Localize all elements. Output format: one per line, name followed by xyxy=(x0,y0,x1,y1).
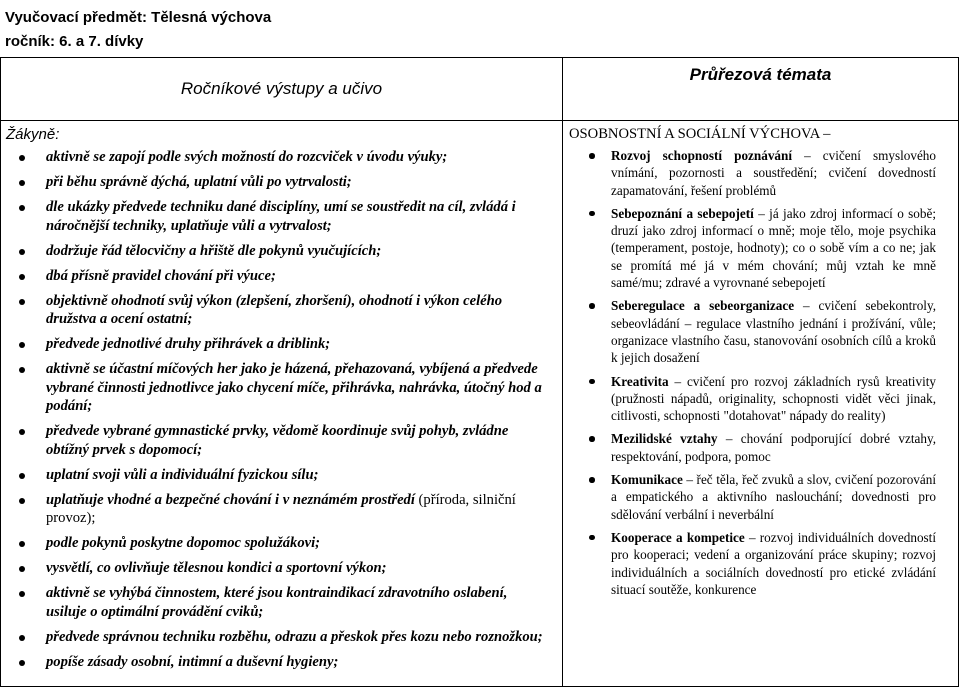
theme-title: Komunikace xyxy=(611,472,683,488)
bullet-icon xyxy=(19,342,25,348)
outcome-text: předvede jednotlivé druhy přihrávek a driblink; xyxy=(46,336,331,352)
bullet-icon xyxy=(589,535,595,541)
bullet-icon xyxy=(19,566,25,572)
theme-item xyxy=(563,147,958,199)
theme-title: Kooperace a kompetice xyxy=(611,529,745,545)
bullet-icon xyxy=(19,660,25,666)
subject-header xyxy=(5,6,271,54)
bullet-icon xyxy=(19,541,25,547)
outcome-item xyxy=(1,148,562,167)
outcome-item xyxy=(1,360,562,416)
curriculum-table xyxy=(0,57,959,687)
outcome-item xyxy=(1,559,562,578)
theme-description: – já jako zdroj informací o sobě; druzí jako zdroj informací o mně; moje tělo, moje psychika (temperament, postoje, hodnoty); co o sobě vím a co ne; jak se promítá mé já v mém chování; můj vztah ke mně samé/mu; zdravé a vyrovnané sebepojetí xyxy=(611,205,937,291)
right-column-header xyxy=(563,58,959,121)
bullet-icon xyxy=(19,155,25,161)
outcome-text: dle ukázky předvede techniku dané disciplíny, umí se soustředit na cíl, zvládá i náročnější techniky, uplatňuje vůli a vytrvalost; xyxy=(46,199,516,234)
outcome-item xyxy=(1,422,562,459)
theme-title: Rozvoj schopností poznávání xyxy=(611,148,793,163)
outcome-item xyxy=(1,466,562,485)
theme-description: – řeč těla, řeč zvuků a slov, cvičení pozorování a empatického a aktivního naslouchání; dovednosti pro sdělování verbální i neverbální xyxy=(611,472,936,522)
bullet-icon xyxy=(19,591,25,597)
outcome-text: dbá přísně pravidel chování při výuce; xyxy=(46,267,276,284)
bullet-icon xyxy=(19,249,25,255)
outcome-text: aktivně se účastní míčových her jako je házená, přehazovaná, vybíjená a předvede vybrané činnosti jednotlivce jako chycení míče, přihrávka, nahrávka, útočný hod a podání; xyxy=(46,361,542,414)
bullet-icon xyxy=(589,153,595,159)
bullet-icon xyxy=(19,299,25,305)
theme-title: Sebepoznání a sebepojetí xyxy=(611,205,754,221)
bullet-icon xyxy=(589,436,595,442)
bullet-icon xyxy=(589,379,595,385)
bullet-icon xyxy=(19,274,25,280)
bullet-icon xyxy=(19,473,25,479)
outcome-item xyxy=(1,292,562,329)
theme-description: – cvičení sebekontroly, sebeovládání – regulace vlastního jednání i prožívání, vůle; organizace vlastního času, stanovování osobních cílů a kroků k jejich dosažení xyxy=(611,298,936,366)
theme-item xyxy=(563,205,958,291)
outcome-text: uplatní svoji vůli a individuální fyzickou sílu; xyxy=(46,466,319,483)
theme-item xyxy=(563,297,958,366)
themes-list xyxy=(563,147,958,598)
bullet-icon xyxy=(19,635,25,641)
outcome-item xyxy=(1,198,562,235)
bullet-icon xyxy=(589,477,595,483)
theme-description: – rozvoj individuálních dovedností pro kooperaci; vedení a organizování práce skupiny; rozvoj individuálních a sociálních dovedností pro etické zvládání situací soutěže, konkurence xyxy=(611,529,936,597)
outcome-item xyxy=(1,628,562,647)
bullet-icon xyxy=(19,498,25,504)
theme-title: Kreativita xyxy=(611,373,669,389)
outcome-text: dodržuje řád tělocvičny a hřiště dle pokynů vyučujících; xyxy=(46,242,382,259)
bullet-icon xyxy=(19,205,25,211)
theme-item xyxy=(563,529,958,598)
bullet-icon xyxy=(589,303,595,309)
outcome-text: předvede vybrané gymnastické prvky, vědomě koordinuje svůj pohyb, zvládne obtížný prvek s dopomocí; xyxy=(46,423,509,458)
outcome-extra-text: (příroda, silniční provoz); xyxy=(46,491,516,526)
subject-line: Vyučovací předmět: Tělesná výchova xyxy=(5,9,272,26)
outcome-text: popíše zásady osobní, intimní a duševní hygieny; xyxy=(46,653,339,670)
bullet-icon xyxy=(19,367,25,373)
outcome-text: při běhu správně dýchá, uplatní vůli po vytrvalosti; xyxy=(46,174,352,190)
theme-item xyxy=(563,471,958,523)
outcomes-list xyxy=(1,148,562,671)
theme-item xyxy=(563,430,958,465)
outcome-item xyxy=(1,335,562,354)
outcome-item xyxy=(1,584,562,621)
outcome-text: vysvětlí, co ovlivňuje tělesnou kondici a sportovní výkon; xyxy=(46,560,387,576)
outcomes-intro: Žákyně: xyxy=(6,126,60,143)
outcomes-cell xyxy=(1,121,563,687)
theme-title: Mezilidské vztahy xyxy=(611,431,718,447)
outcome-item xyxy=(1,173,562,192)
right-column-title: Průřezová témata xyxy=(689,65,832,84)
theme-description: – cvičení smyslového vnímání, pozornosti a soustředění; cvičení dovedností zapamatování, řešení problémů xyxy=(611,148,936,198)
outcome-text: podle pokynů poskytne dopomoc spolužákovi; xyxy=(46,535,321,551)
left-column-header xyxy=(1,58,563,121)
left-column-title: Ročníkové výstupy a učivo xyxy=(180,79,383,98)
theme-item xyxy=(563,373,958,425)
outcome-text: objektivně ohodnotí svůj výkon (zlepšení, zhoršení), ohodnotí i výkon celého družstva a ocení ostatní; xyxy=(46,292,503,327)
outcome-text: uplatňuje vhodné a bezpečné chování i v neznámém prostředí xyxy=(46,491,415,508)
bullet-icon xyxy=(19,429,25,435)
theme-title: Seberegulace a sebeorganizace xyxy=(611,298,795,314)
themes-heading: OSOBNOSTNÍ A SOCIÁLNÍ VÝCHOVA – xyxy=(569,126,831,142)
outcome-item xyxy=(1,267,562,286)
outcome-item xyxy=(1,534,562,553)
themes-cell xyxy=(563,121,959,687)
theme-description: – cvičení pro rozvoj základních rysů kreativity (pružnosti nápadů, originality, schopnosti vidět věci jinak, citlivosti, schopnosti "dotahovat" nápady do reality) xyxy=(611,373,936,424)
outcome-item xyxy=(1,653,562,672)
outcome-text: předvede správnou techniku rozběhu, odrazu a přeskok přes kozu nebo roznožkou; xyxy=(46,628,543,645)
theme-description: – chování podporující dobré vztahy, respektování, podpora, pomoc xyxy=(611,431,936,464)
outcome-text: aktivně se zapojí podle svých možností do rozcviček v úvodu výuky; xyxy=(46,149,448,165)
bullet-icon xyxy=(19,180,25,186)
outcome-text: aktivně se vyhýbá činnostem, které jsou kontraindikací zdravotního oslabení, usiluje o optimální provádění cviků; xyxy=(46,585,508,620)
grade-line: ročník: 6. a 7. dívky xyxy=(5,33,144,50)
outcome-item xyxy=(1,242,562,261)
outcome-item xyxy=(1,491,562,528)
bullet-icon xyxy=(589,211,595,217)
